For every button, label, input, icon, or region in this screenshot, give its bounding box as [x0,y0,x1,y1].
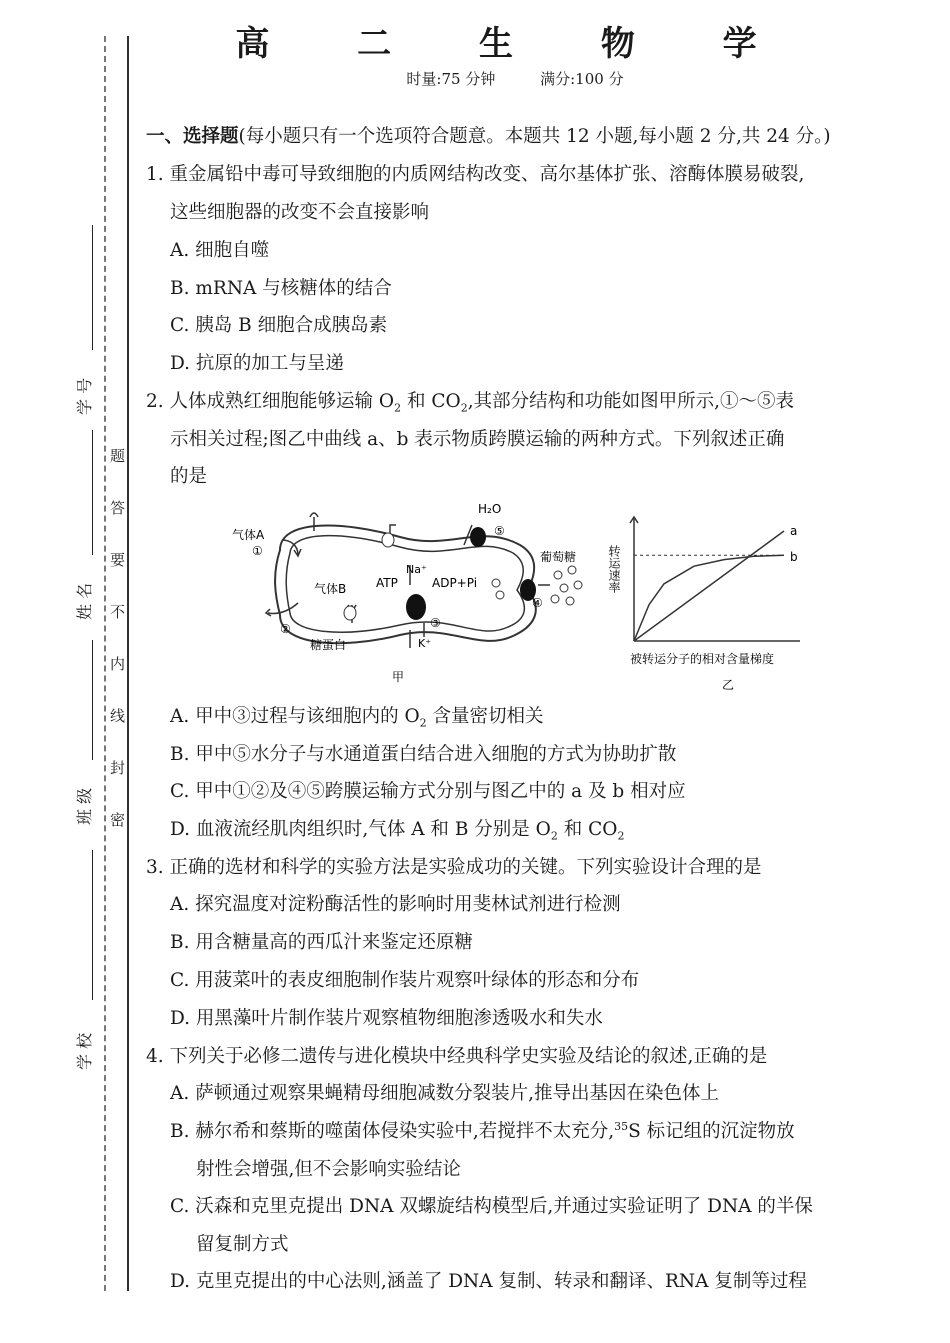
name-field-label: 姓 名 [75,582,94,620]
q4-option-c-cont: 留复制方式 [196,1234,289,1255]
q4-option-a[interactable]: A. 萨顿通过观察果蝇精母细胞减数分裂装片,推导出基因在染色体上 [170,1083,720,1104]
q2-stem-line1: 2. 人体成熟红细胞能够运输 $O_2$ 和 $CO_2$,其部分结构和功能如图甲所示,①～⑤表 [146,391,794,415]
q1-option-b[interactable]: B. mRNA 与核糖体的结合 [170,278,392,299]
h2o-label: H₂O [478,502,502,516]
q2-option-b[interactable]: B. 甲中⑤水分子与水通道蛋白结合进入细胞的方式为协助扩散 [170,744,677,765]
x-axis-label: 被转运分子的相对含量梯度 [630,652,775,666]
section-note: (每小题只有一个选项符合题意。本题共 12 小题,每小题 2 分,共 24 分。) [238,126,831,147]
gas-b-label: 气体B [314,582,347,596]
margin-solid-line [127,36,129,1291]
seal-char: 答 [110,499,126,517]
q2-stem-line2: 示相关过程;图乙中曲线 a、b 表示物质跨膜运输的两种方式。下列叙述正确 [170,429,785,450]
q4-option-d[interactable]: D. 克里克提出的中心法则,涵盖了 DNA 复制、转录和翻译、RNA 复制等过程 [170,1271,807,1292]
q4-option-c[interactable]: C. 沃森和克里克提出 DNA 双螺旋结构模型后,并通过实验证明了 DNA 的半保 [170,1196,813,1217]
q2-option-a[interactable]: A. 甲中③过程与该细胞内的 $O_2$ 含量密切相关 [170,706,544,730]
y-axis-label: 转运速率 [607,545,621,593]
q1-stem-line2: 这些细胞器的改变不会直接影响 [170,202,430,223]
q4-stem: 4. 下列关于必修二遗传与进化模块中经典科学史实验及结论的叙述,正确的是 [146,1046,768,1067]
student-id-field-label: 学 号 [75,377,94,415]
school-field-label: 学 校 [75,1032,94,1070]
q1-option-c[interactable]: C. 胰岛 B 细胞合成胰岛素 [170,315,388,336]
q4-option-b[interactable]: B. 赫尔希和蔡斯的噬菌体侵染实验中,若搅拌不太充分,$^{35}$S 标记组的沉淀物放 [170,1119,795,1142]
q3-stem: 3. 正确的选材和科学的实验方法是实验成功的关键。下列实验设计合理的是 [146,857,762,878]
aquaporin-icon [470,527,486,547]
class-field-label: 班 级 [75,787,94,825]
school-input-line[interactable] [92,850,93,1000]
na-label: Na⁺ [406,563,427,576]
q1-stem-line1: 1. 重金属铅中毒可导致细胞的内质网结构改变、高尔基体扩张、溶酶体膜易破裂, [146,164,805,185]
adp-label: ADP+Pi [432,576,478,590]
seal-char: 线 [110,707,126,725]
q3-option-b[interactable]: B. 用含糖量高的西瓜汁来鉴定还原糖 [170,932,473,953]
series-a-label: a [790,524,798,538]
figure-yi-chart [600,505,840,695]
q4-option-b-cont: 射性会增强,但不会影响实验结论 [196,1159,461,1180]
process-3-label: ③ [430,616,441,630]
process-2-label: ② [280,622,291,636]
q1-option-d[interactable]: D. 抗原的加工与呈递 [170,353,344,374]
series-b-label: b [790,550,798,565]
process-5-label: ⑤ [494,524,505,538]
q2-option-d[interactable]: D. 血液流经肌肉组织时,气体 A 和 B 分别是 $O_2$ 和 $CO_2$ [170,819,625,843]
gas-a-label: 气体A [232,528,265,542]
k-label: K⁺ [418,637,432,650]
series-b-line [634,555,784,641]
q3-option-a[interactable]: A. 探究温度对淀粉酶活性的影响时用斐林试剂进行检测 [170,894,621,915]
exam-meta [0,68,950,89]
q2-option-c[interactable]: C. 甲中①②及④⑤跨膜运输方式分别与图乙中的 a 及 b 相对应 [170,781,686,802]
page-title: 高 二 生 物 学 [235,24,795,64]
section-heading [146,122,831,148]
q3-option-c[interactable]: C. 用菠菜叶的表皮细胞制作装片观察叶绿体的形态和分布 [170,970,640,991]
figure-yi-caption: 乙 [722,678,735,692]
full-score: 满分:100 分 [540,70,624,88]
series-a-line [634,531,784,641]
q2-stem-line3: 的是 [170,466,208,487]
glycoprotein-label: 糖蛋白 [310,638,347,652]
seal-char: 要 [110,551,126,569]
process-1-label: ① [252,544,263,558]
name-input-line[interactable] [92,430,93,555]
figure-jia [210,495,590,695]
seal-char: 密 [110,811,126,829]
fold-dashed-line [104,36,106,1291]
seal-char: 封 [110,759,126,777]
student-id-input-line[interactable] [92,225,93,350]
receptor-icon [310,513,318,531]
seal-char: 题 [110,447,126,465]
figure-jia-caption: 甲 [392,670,405,684]
na-k-pump-icon [406,594,426,620]
q3-option-d[interactable]: D. 用黑藻叶片制作装片观察植物细胞渗透吸水和失水 [170,1008,603,1029]
time-limit: 时量:75 分钟 [406,70,496,88]
process-4-label: ④ [532,596,543,610]
seal-char: 不 [110,603,126,621]
glucose-label: 葡萄糖 [540,550,577,564]
atp-label: ATP [376,576,398,590]
section-title: 一、选择题 [146,126,239,147]
class-input-line[interactable] [92,640,93,760]
seal-char: 内 [110,655,126,673]
q1-option-a[interactable]: A. 细胞自噬 [170,240,270,261]
